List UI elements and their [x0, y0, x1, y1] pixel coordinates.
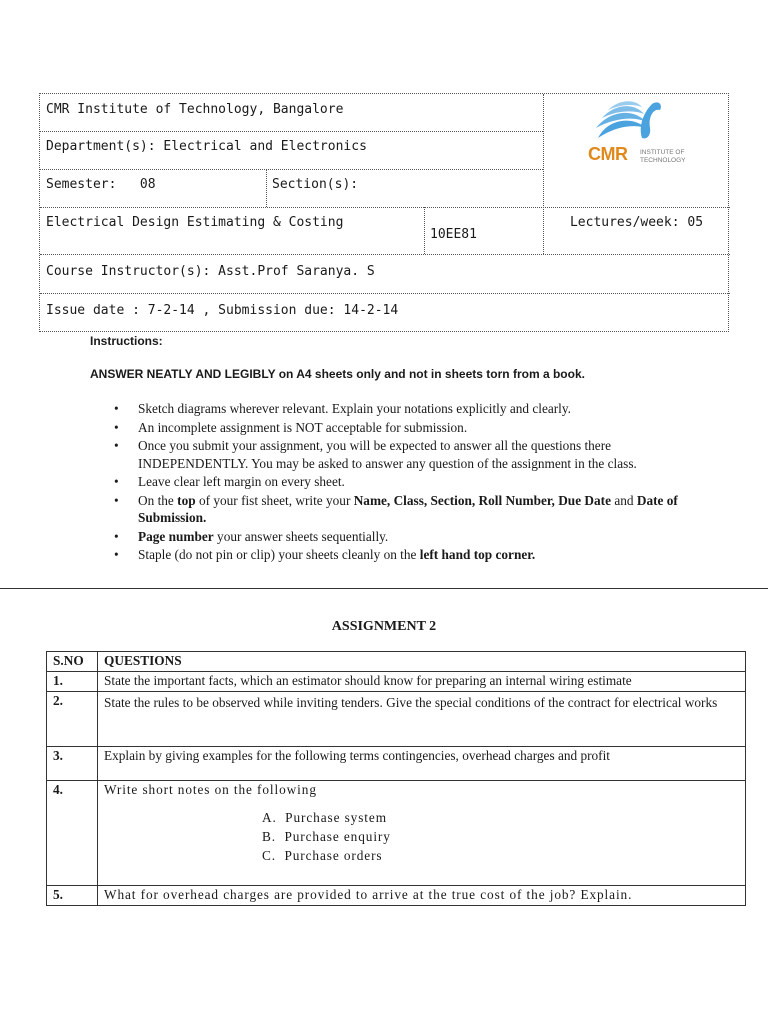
course-name: Electrical Design Estimating & Costing	[46, 214, 344, 230]
questions-table	[46, 651, 746, 906]
question-text: State the rules to be observed while inviting tenders. Give the special conditions of the contract for electrical works	[98, 692, 746, 747]
question-number: 4.	[47, 781, 98, 886]
bullet-icon: •	[114, 474, 119, 489]
instruction-item	[114, 437, 704, 472]
logo-brand: CMR	[588, 144, 628, 164]
sub-question-list	[262, 808, 739, 865]
department: Department(s): Electrical and Electronics	[46, 138, 367, 154]
assignment-title: ASSIGNMENT 2	[331, 619, 437, 634]
instruction-item	[114, 528, 704, 546]
list-item: C. Purchase orders	[262, 848, 383, 863]
col-questions-header: QUESTIONS	[98, 652, 746, 672]
instructions-title: Instructions:	[90, 334, 163, 348]
table-header-row	[47, 652, 746, 672]
question-number: 2.	[47, 692, 98, 747]
bullet-icon: •	[114, 401, 119, 416]
logo-tagline: INSTITUTE OF TECHNOLOGY	[640, 149, 686, 164]
bullet-icon: •	[114, 438, 119, 453]
course-code: 10EE81	[430, 226, 477, 242]
institute-name: CMR Institute of Technology, Bangalore	[46, 101, 344, 117]
instruction-text: your answer sheets sequentially.	[213, 528, 389, 544]
instruction-item	[114, 400, 704, 418]
bullet-icon: •	[114, 492, 119, 508]
instruction-text: Page number	[138, 528, 214, 544]
instruction-text: Date of Submission.	[138, 492, 678, 525]
question-number: 1.	[47, 672, 98, 692]
semester: Semester: 08	[46, 176, 156, 192]
instruction-text: Name, Class, Section, Roll Number, Due Date	[353, 492, 612, 508]
question-row	[47, 747, 746, 781]
instructions-subtitle: ANSWER NEATLY AND LEGIBLY on A4 sheets only and not in sheets torn from a book.	[90, 367, 585, 381]
course-instructor: Course Instructor(s): Asst.Prof Saranya. S	[46, 263, 375, 279]
question-number: 3.	[47, 747, 98, 781]
instruction-text: and	[611, 492, 637, 508]
bullet-icon: •	[114, 419, 119, 435]
instruction-text: top	[177, 492, 196, 508]
section: Section(s):	[272, 176, 359, 192]
issue-and-due-date: Issue date : 7-2-14 , Submission due: 14-2-14	[46, 302, 399, 318]
question-number: 5.	[47, 886, 98, 906]
question-row	[47, 692, 746, 747]
question-row	[47, 886, 746, 906]
course-header-table	[39, 93, 729, 332]
instruction-text: Sketch diagrams wherever relevant. Explain your notations explicitly and clearly.	[138, 401, 571, 416]
question-text: What for overhead charges are provided to arrive at the true cost of the job? Explain.	[98, 886, 746, 906]
instruction-text: of your fist sheet, write your	[195, 492, 354, 508]
col-sno-header: S.NO	[47, 652, 98, 672]
lectures-per-week: Lectures/week: 05	[569, 214, 704, 230]
question-text: Explain by giving examples for the following terms contingencies, overhead charges and profit	[98, 747, 746, 781]
instruction-item	[114, 492, 704, 527]
question-cell	[98, 781, 746, 886]
instruction-item	[114, 419, 704, 437]
list-item: A. Purchase system	[262, 810, 387, 825]
instruction-text: Leave clear left margin on every sheet.	[138, 474, 345, 489]
instruction-text: Once you submit your assignment, you will be expected to answer all the questions there INDEPENDENTLY. You may be asked to answer any question of the assignment in the class.	[138, 438, 637, 471]
list-item: B. Purchase enquiry	[262, 829, 391, 844]
instruction-text: Staple (do not pin or clip) your sheets cleanly on the	[138, 547, 420, 562]
instruction-text: left hand top corner.	[419, 547, 536, 562]
instruction-item	[114, 473, 704, 491]
question-text: State the important facts, which an estimator should know for preparing an internal wiring estimate	[98, 672, 746, 692]
question-text: Write short notes on the following	[104, 782, 317, 797]
bullet-icon: •	[114, 528, 119, 544]
cmr-logo	[588, 98, 708, 176]
instruction-item	[114, 546, 704, 564]
instruction-text: An incomplete assignment is NOT acceptable for submission.	[138, 419, 468, 435]
divider-line	[0, 588, 768, 589]
question-row	[47, 672, 746, 692]
instruction-text: On the	[138, 492, 178, 508]
bullet-icon: •	[114, 547, 119, 562]
question-row	[47, 781, 746, 886]
instructions-list	[114, 400, 704, 565]
